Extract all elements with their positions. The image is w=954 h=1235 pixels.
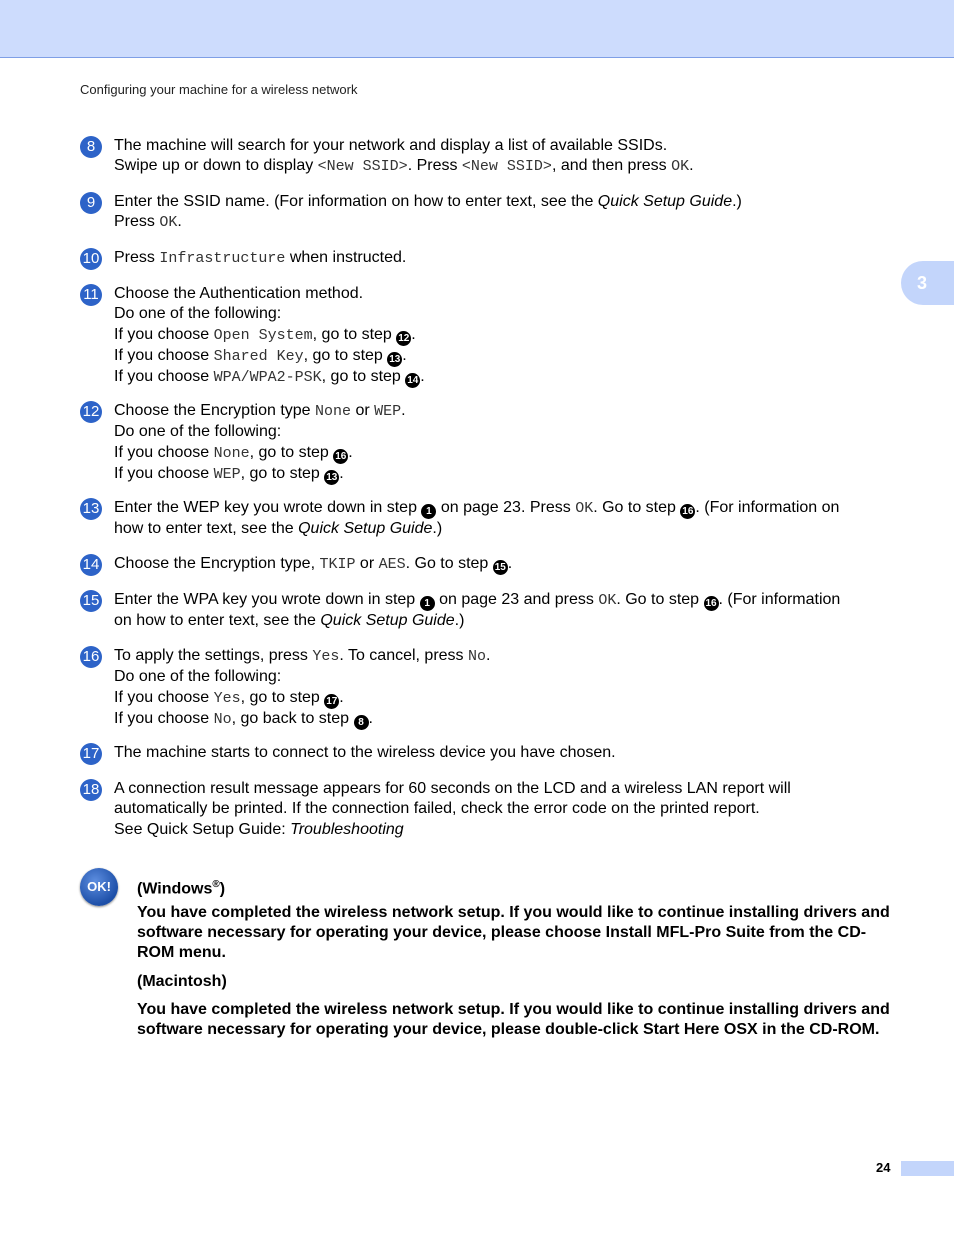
step-text: The machine will search for your network and display a list of available SSIDs. — [114, 137, 668, 154]
step-reference: 16 — [682, 506, 694, 517]
step-text: .) — [732, 193, 742, 210]
step-text: Swipe up or down to display — [114, 157, 318, 175]
lcd-text: Yes — [312, 648, 340, 665]
step-text: . — [689, 157, 694, 175]
step-text: To apply the settings, press — [114, 647, 313, 664]
step-number-badge: 15 — [80, 590, 102, 612]
step-text: . Go to step — [616, 591, 704, 608]
step-text: , go back to step — [231, 709, 354, 727]
page-number: 24 — [876, 1160, 891, 1175]
lcd-text: <New SSID> — [317, 158, 408, 176]
step-text: Do one of the following: — [114, 305, 282, 323]
step-reference: 13 — [326, 471, 338, 483]
step-text: . To cancel, press — [339, 647, 468, 664]
step-reference: 8 — [354, 715, 369, 730]
step-text: A connection result message appears for 60 seconds on the LCD and a wireless LAN report will — [114, 780, 791, 797]
step-number-badge: 8 — [80, 136, 102, 158]
step-text: Do one of the following: — [114, 423, 282, 441]
lcd-text: WEP — [374, 403, 402, 420]
step-17 — [80, 743, 900, 763]
step-reference: 13 — [389, 353, 401, 365]
step-text: If you choose — [114, 464, 214, 482]
step-text: If you choose — [114, 346, 214, 364]
lcd-text: AES — [378, 556, 406, 573]
step-reference: 12 — [398, 332, 410, 344]
step-reference: 15 — [494, 562, 506, 573]
lcd-text: OK — [159, 214, 178, 232]
step-text: .) — [432, 520, 443, 538]
step-text: . — [177, 213, 182, 231]
step-text: or — [355, 555, 379, 572]
lcd-text: No — [213, 710, 232, 728]
step-text: when instructed. — [285, 249, 407, 266]
guide-title: Quick Setup Guide — [298, 520, 433, 538]
chapter-tab: 3 — [901, 261, 954, 305]
step-reference: 14 — [407, 375, 419, 387]
step-number-badge: 12 — [80, 401, 102, 423]
step-18 — [80, 779, 900, 840]
step-text: Do one of the following: — [114, 668, 282, 686]
lcd-text: WEP — [213, 465, 241, 483]
step-text: .) — [454, 612, 465, 630]
step-11: 11 Choose the Authentication method. Do one of the following: If you choose Open System, go to step 12 . If you choose Shared Key, go to step 13 . If you choose WPA/WPA2-PSK, go to step 14 . — [80, 284, 900, 388]
step-text: If you choose — [114, 688, 214, 706]
step-text: If you choose — [114, 443, 214, 461]
lcd-text: <New SSID> — [461, 158, 552, 176]
note-heading: (Windows — [137, 880, 213, 898]
step-text: . Press — [407, 157, 462, 175]
step-14: 14 Choose the Encryption type, TKIP or AES. Go to step 15 . — [80, 554, 900, 575]
header-band — [0, 0, 954, 58]
note-mac-title: (Macintosh) — [137, 973, 227, 990]
step-16: 16 To apply the settings, press Yes. To cancel, press No. Do one of the following: If you choose Yes, go to step 17 . If you choose No, go back to step 8 . — [80, 646, 900, 730]
step-text: , go to step — [312, 325, 397, 343]
guide-title: Quick Setup Guide — [597, 193, 733, 210]
lcd-text: Open System — [213, 326, 313, 344]
note-heading: ) — [219, 880, 226, 898]
note-windows-title — [137, 875, 897, 899]
lcd-text: Shared Key — [213, 347, 304, 365]
footer-bar — [901, 1161, 954, 1176]
step-text: Press — [114, 213, 160, 231]
lcd-text: OK — [598, 592, 617, 609]
step-9 — [80, 192, 900, 234]
registered-mark: ® — [212, 879, 220, 890]
step-text: on how to enter text, see the — [114, 612, 321, 630]
step-reference: 16 — [335, 450, 347, 462]
step-15 — [80, 590, 900, 632]
step-text: Choose the Encryption type, — [114, 555, 320, 572]
step-text: , go to step — [321, 368, 406, 386]
step-number-badge: 10 — [80, 248, 102, 270]
step-text: on page 23. Press — [436, 499, 576, 516]
step-number-badge: 9 — [80, 192, 102, 214]
step-reference: 1 — [420, 596, 435, 611]
step-text: The machine starts to connect to the wireless device you have chosen. — [114, 744, 616, 761]
step-text: Choose the Encryption type — [114, 402, 316, 419]
step-text: , go to step — [303, 346, 388, 364]
guide-title: Quick Setup Guide — [320, 612, 455, 630]
step-number-badge: 16 — [80, 646, 102, 668]
step-text: If you choose — [114, 368, 214, 386]
step-number-badge: 18 — [80, 779, 102, 801]
ok-icon: OK! — [80, 868, 118, 906]
step-text: how to enter text, see the — [114, 520, 299, 538]
step-text: on page 23 and press — [434, 591, 599, 608]
step-text: , go to step — [240, 464, 325, 482]
step-text: . (For information — [718, 591, 841, 608]
step-text: . Go to step — [593, 499, 681, 516]
step-text: automatically be printed. If the connection failed, check the error code on the printed report. — [114, 800, 760, 818]
lcd-text: Yes — [213, 689, 241, 707]
step-text: , go to step — [240, 688, 325, 706]
step-8 — [80, 136, 900, 178]
step-text: If you choose — [114, 709, 214, 727]
running-title: Configuring your machine for a wireless network — [80, 82, 358, 97]
step-text: or — [351, 402, 375, 419]
step-number-badge: 13 — [80, 498, 102, 520]
step-number-badge: 17 — [80, 743, 102, 765]
lcd-text: WPA/WPA2-PSK — [213, 369, 322, 387]
step-text: Enter the WPA key you wrote down in step — [114, 591, 420, 608]
lcd-text: OK — [575, 500, 594, 517]
note-mac-text: You have completed the wireless network setup. If you would like to continue installing drivers and software necessary for operating your device, please double-click Start Here OSX in the CD-ROM. — [137, 1001, 890, 1038]
step-text: , and then press — [551, 157, 672, 175]
step-text: Enter the SSID name. (For information on how to enter text, see the — [114, 193, 598, 210]
step-number-badge: 14 — [80, 554, 102, 576]
lcd-text: None — [315, 403, 352, 420]
step-text: If you choose — [114, 325, 214, 343]
note-windows-text: You have completed the wireless network setup. If you would like to continue installing drivers and software necessary for operating your device, please choose Install MFL-Pro Suite from the CD-ROM menu. — [137, 904, 890, 961]
lcd-text: None — [213, 444, 250, 462]
step-12: 12 Choose the Encryption type None or WEP. Do one of the following: If you choose None, go to step 16 . If you choose WEP, go to step 13 . — [80, 401, 900, 485]
step-reference: 1 — [421, 504, 436, 519]
step-text: Press — [114, 249, 160, 266]
step-reference: 17 — [326, 695, 338, 707]
step-reference: 16 — [705, 598, 717, 609]
step-text: . Go to step — [405, 555, 493, 572]
step-10 — [80, 248, 900, 269]
step-text: See Quick Setup Guide: — [114, 820, 291, 838]
lcd-text: Infrastructure — [159, 250, 286, 267]
step-13 — [80, 498, 900, 540]
step-text: . (For information on — [695, 499, 840, 516]
lcd-text: TKIP — [319, 556, 356, 573]
step-text: , go to step — [249, 443, 334, 461]
lcd-text: No — [468, 648, 487, 665]
step-text: Enter the WEP key you wrote down in step — [114, 499, 422, 516]
step-number-badge: 11 — [80, 284, 102, 306]
guide-section: Troubleshooting — [290, 820, 404, 838]
step-text: Choose the Authentication method. — [114, 285, 364, 302]
lcd-text: OK — [671, 158, 690, 176]
